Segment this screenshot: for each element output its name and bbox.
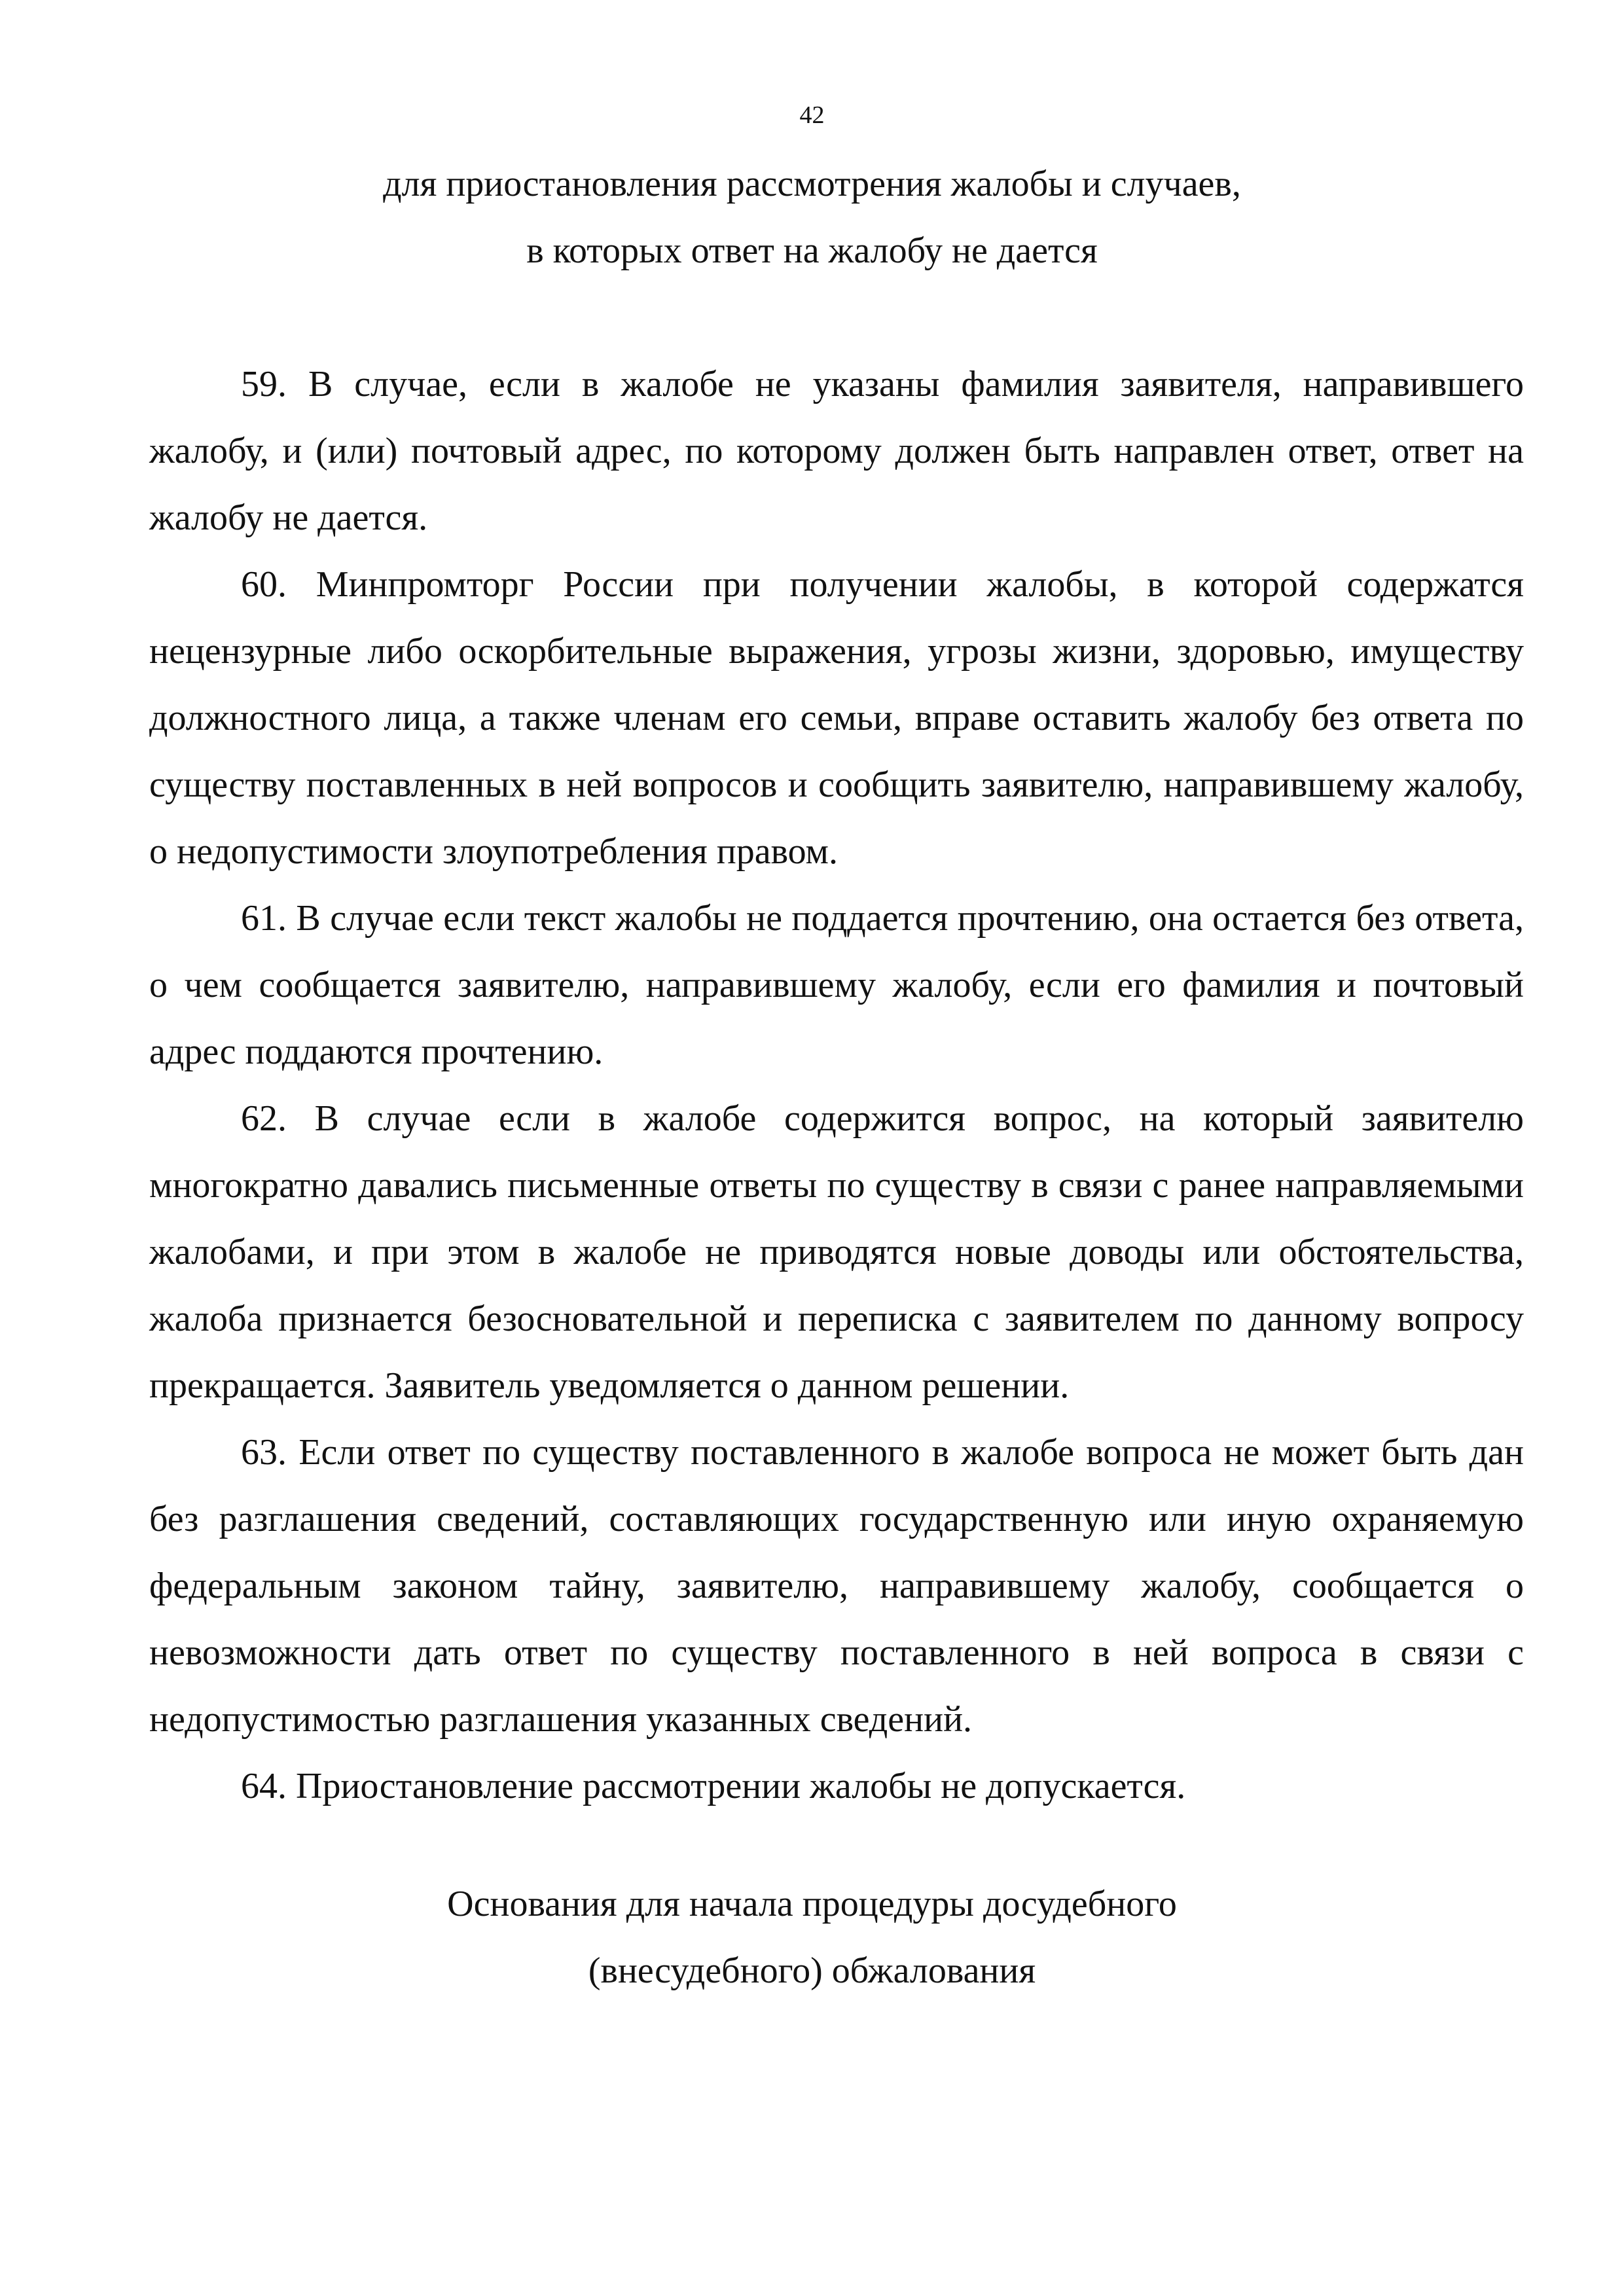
page-number: 42 <box>799 101 825 129</box>
section-heading-top-line-1: для приостановления рассмотрения жалобы и случаев, <box>383 164 1241 204</box>
paragraph-62: 62. В случае если в жалобе содержится вопрос, на который заявителю многократно давались письменные ответы по существу в связи с ранее направляемыми жалобами, и при этом в жалобе не приводятся новые доводы или обстоятельства, жалоба признается безосновательной и переписка с заявителем по данному вопросу прекращается. Заявитель уведомляется о данном решении. <box>149 1098 1524 1406</box>
paragraph-59: 59. В случае, если в жалобе не указаны фамилия заявителя, направившего жалобу, и (или) почтовый адрес, по которому должен быть направлен ответ, ответ на жалобу не дается. <box>149 364 1524 538</box>
paragraph-60: 60. Минпромторг России при получении жалобы, в которой содержатся нецензурные либо оскорбительные выражения, угрозы жизни, здоровью, имуществу должностного лица, а также членам его семьи, вправе оставить жалобу без ответа по существу поставленных в ней вопросов и сообщить заявителю, направившему жалобу, о недопустимости злоупотребления правом. <box>149 564 1524 872</box>
section-heading-top-line-2: в которых ответ на жалобу не дается <box>526 230 1098 271</box>
section-heading-bottom-line-1: Основания для начала процедуры досудебного <box>447 1884 1177 1924</box>
paragraph-61: 61. В случае если текст жалобы не поддается прочтению, она остается без ответа, о чем сообщается заявителю, направившему жалобу, если его фамилия и почтовый адрес поддаются прочтению. <box>149 898 1524 1072</box>
section-heading-bottom <box>0 1871 1624 2004</box>
section-heading-top <box>0 151 1624 284</box>
section-heading-bottom-line-2: (внесудебного) обжалования <box>588 1950 1036 1991</box>
paragraph-63: 63. Если ответ по существу поставленного в жалобе вопроса не может быть дан без разглашения сведений, составляющих государственную или иную охраняемую федеральным законом тайну, заявителю, направившему жалобу, сообщается о невозможности дать ответ по существу поставленного в ней вопроса в связи с недопустимостью разглашения указанных сведений. <box>149 1432 1524 1740</box>
paragraph-64: 64. Приостановление рассмотрении жалобы не допускается. <box>241 1766 1186 1806</box>
body-text <box>149 351 1524 1820</box>
